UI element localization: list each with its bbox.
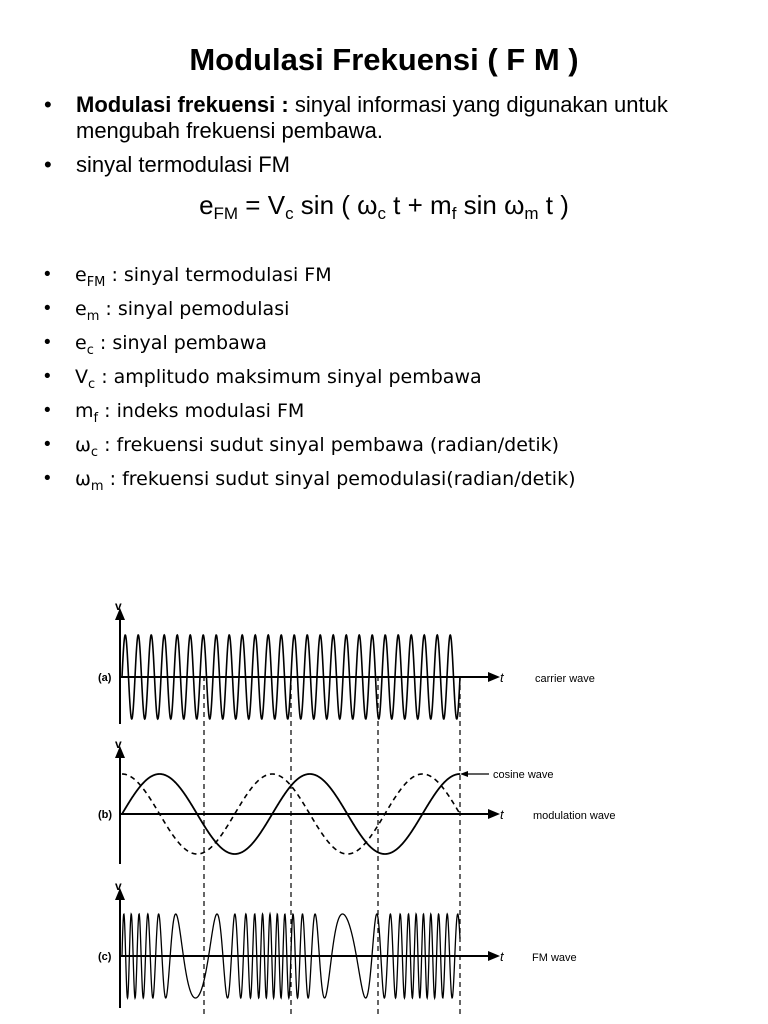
- bullet-dot: •: [44, 152, 52, 177]
- definitions-list: [44, 262, 764, 500]
- panel-c-v-label: v: [115, 879, 122, 893]
- fm-waveform-diagram: [60, 596, 660, 1016]
- intro-bullet-list: [44, 92, 744, 178]
- definition-item: • $e_m$ : sinyal pemodulasi: [44, 298, 290, 324]
- panel-a-v-label: v: [115, 599, 122, 613]
- panel-b-t-label: t: [500, 807, 504, 822]
- definition-item: • $V_c$ : amplitudo maksimum sinyal pembawa: [44, 366, 482, 392]
- bullet-item-fm-signal: [44, 152, 744, 178]
- panel-c-label: (c): [98, 951, 112, 963]
- term-modulasi-frekuensi: Modulasi frekuensi :: [76, 92, 289, 117]
- fm-waveform-figure: [60, 596, 660, 1016]
- definition-item: • $\omega_m$ : frekuensi sudut sinyal pemodulasi(radian/detik): [44, 468, 576, 494]
- fm-wave-label: FM wave: [532, 952, 577, 964]
- carrier-wave-label: carrier wave: [535, 673, 595, 685]
- panel-c-t-label: t: [500, 949, 504, 964]
- slide-title: Modulasi Frekuensi ( F M ): [189, 42, 579, 77]
- modulation-wave-label: modulation wave: [533, 810, 616, 822]
- bullet-item-definition: [44, 92, 744, 144]
- panel-a-label: (a): [98, 672, 112, 684]
- panel-b-t-arrow: [488, 809, 500, 819]
- definition-item: • $e_{FM}$ : sinyal termodulasi FM: [44, 264, 332, 290]
- cosine-wave-label: cosine wave: [493, 769, 554, 781]
- fm-formula: $e_{FM} = V_c$ sin ( $\omega_c$ $t + m_f$ $\sin \omega_m$ t ): [199, 190, 569, 223]
- definition-item: • $m_f$ : indeks modulasi FM: [44, 400, 305, 426]
- definition-item: • $\omega_c$ : frekuensi sudut sinyal pembawa (radian/detik): [44, 434, 560, 460]
- cosine-pointer-arrow: [460, 771, 468, 777]
- panel-b-v-label: v: [115, 737, 122, 751]
- panel-a-t-label: t: [500, 670, 504, 685]
- panel-b-label: (b): [98, 809, 113, 821]
- bullet-dot: •: [44, 92, 52, 117]
- fm-signal-text: sinyal termodulasi FM: [76, 152, 290, 177]
- definition-item: • $e_c$ : sinyal pembawa: [44, 332, 267, 358]
- panel-a-t-arrow: [488, 672, 500, 682]
- definition-text: sinyal informasi yang digunakan untuk mengubah frekuensi pembawa.: [76, 92, 668, 143]
- panel-c-t-arrow: [488, 951, 500, 961]
